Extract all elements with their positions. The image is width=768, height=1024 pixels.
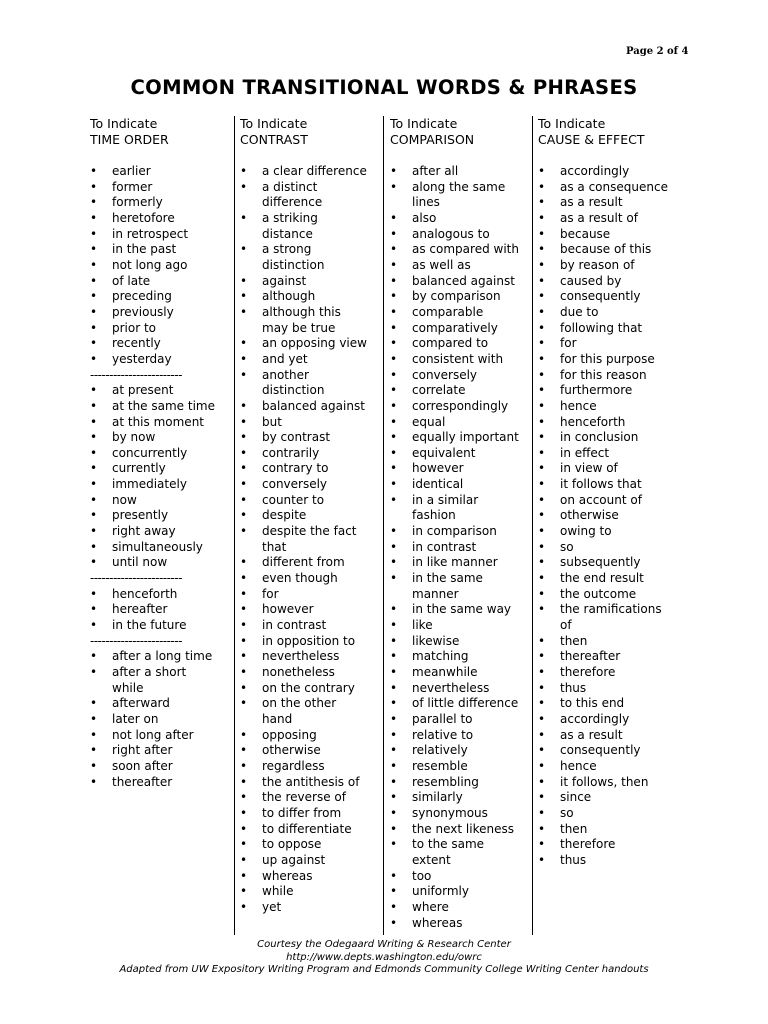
contrast-list — [240, 164, 381, 916]
list-item: • conversely — [240, 477, 381, 493]
list-item: • as well as — [390, 258, 530, 274]
list-item: • of little difference — [390, 696, 530, 712]
list-item: • to this end — [538, 696, 679, 712]
list-item: • resembling — [390, 775, 530, 791]
column-heading-line1: To Indicate — [390, 116, 458, 131]
list-item: • the ramifications of — [538, 602, 679, 633]
list-item: • as a result of — [538, 211, 679, 227]
list-item: • uniformly — [390, 884, 530, 900]
list-item: • presently — [90, 508, 232, 524]
list-item: • since — [538, 790, 679, 806]
list-item: • at present — [90, 383, 232, 399]
list-item: • until now — [90, 555, 232, 571]
list-item: • comparable — [390, 305, 530, 321]
list-item: • the next likeness — [390, 822, 530, 838]
list-item: • because — [538, 227, 679, 243]
list-item: • a clear difference — [240, 164, 381, 180]
list-item: • the outcome — [538, 587, 679, 603]
list-item: • therefore — [538, 665, 679, 681]
list-item: • recently — [90, 336, 232, 352]
list-item: • earlier — [90, 164, 232, 180]
list-item: • nevertheless — [240, 649, 381, 665]
list-item: • thereafter — [90, 775, 232, 791]
footer-credit: Courtesy the Odegaard Writing & Research Center — [257, 939, 511, 950]
list-item: • therefore — [538, 837, 679, 853]
list-item: • as a result — [538, 195, 679, 211]
list-item: • for — [240, 587, 381, 603]
column-heading — [390, 116, 530, 164]
column-heading-line2: TIME ORDER — [90, 132, 169, 147]
list-item: • regardless — [240, 759, 381, 775]
list-item: • relative to — [390, 728, 530, 744]
list-item: • as a consequence — [538, 180, 679, 196]
word-group — [90, 383, 232, 571]
list-item: • to the same extent — [390, 837, 530, 868]
list-item: • in comparison — [390, 524, 530, 540]
list-item: • preceding — [90, 289, 232, 305]
list-item: • to differentiate — [240, 822, 381, 838]
list-item: • former — [90, 180, 232, 196]
list-item: • along the same lines — [390, 180, 530, 211]
list-item: • equal — [390, 415, 530, 431]
list-item: • correlate — [390, 383, 530, 399]
comparison-list — [390, 164, 530, 931]
list-item: • even though — [240, 571, 381, 587]
list-item: • the antithesis of — [240, 775, 381, 791]
list-item: • by now — [90, 430, 232, 446]
list-item: • yesterday — [90, 352, 232, 368]
list-item: • currently — [90, 461, 232, 477]
list-item: • accordingly — [538, 164, 679, 180]
list-item: • in effect — [538, 446, 679, 462]
list-item: • right after — [90, 743, 232, 759]
list-item: • contrary to — [240, 461, 381, 477]
list-item: • to differ from — [240, 806, 381, 822]
list-item: • caused by — [538, 274, 679, 290]
list-item: • the end result — [538, 571, 679, 587]
list-item: • otherwise — [538, 508, 679, 524]
list-item: • parallel to — [390, 712, 530, 728]
list-item: • subsequently — [538, 555, 679, 571]
list-item: • thus — [538, 681, 679, 697]
list-item: • the reverse of — [240, 790, 381, 806]
page-title: COMMON TRANSITIONAL WORDS & PHRASES — [130, 76, 638, 99]
list-item: • in contrast — [390, 540, 530, 556]
columns-container — [85, 116, 681, 935]
list-item: • thereafter — [538, 649, 679, 665]
list-item: • in a similar fashion — [390, 493, 530, 524]
footer-adapted-note: Adapted from UW Expository Writing Program and Edmonds Community College Writing Center handouts — [119, 964, 649, 975]
list-item: • it follows that — [538, 477, 679, 493]
list-item: • in the past — [90, 242, 232, 258]
list-item: • after all — [390, 164, 530, 180]
list-item: • so — [538, 540, 679, 556]
list-item: • a strong distinction — [240, 242, 381, 273]
column-heading-line2: COMPARISON — [390, 132, 475, 147]
list-item: • so — [538, 806, 679, 822]
list-item: • now — [90, 493, 232, 509]
list-item: • to oppose — [240, 837, 381, 853]
list-item: • synonymous — [390, 806, 530, 822]
column-heading-line2: CAUSE & EFFECT — [538, 132, 645, 147]
list-item: • whereas — [240, 869, 381, 885]
footer — [0, 939, 768, 977]
list-item: • hereafter — [90, 602, 232, 618]
word-group — [90, 587, 232, 634]
list-item: • formerly — [90, 195, 232, 211]
list-item: • as compared with — [390, 242, 530, 258]
list-item: • not long ago — [90, 258, 232, 274]
list-item: • henceforth — [538, 415, 679, 431]
word-group — [90, 164, 232, 368]
column-cause-effect — [532, 116, 681, 935]
list-item: • later on — [90, 712, 232, 728]
list-item: • meanwhile — [390, 665, 530, 681]
list-item: • where — [390, 900, 530, 916]
list-item: • despite the fact that — [240, 524, 381, 555]
column-heading-line1: To Indicate — [538, 116, 606, 131]
list-item: • resemble — [390, 759, 530, 775]
list-item: • equally important — [390, 430, 530, 446]
list-item: • by contrast — [240, 430, 381, 446]
list-item: • furthermore — [538, 383, 679, 399]
column-contrast — [234, 116, 383, 935]
list-item: • counter to — [240, 493, 381, 509]
list-item: • at the same time — [90, 399, 232, 415]
list-item: • hence — [538, 399, 679, 415]
list-item: • although — [240, 289, 381, 305]
list-item: • due to — [538, 305, 679, 321]
list-item: • but — [240, 415, 381, 431]
list-item: • in the same manner — [390, 571, 530, 602]
list-item: • in conclusion — [538, 430, 679, 446]
page-number: Page 2 of 4 — [626, 46, 689, 57]
list-item: • like — [390, 618, 530, 634]
list-item: • analogous to — [390, 227, 530, 243]
list-item: • contrarily — [240, 446, 381, 462]
list-item: • against — [240, 274, 381, 290]
list-item: • a striking distance — [240, 211, 381, 242]
list-item: • equivalent — [390, 446, 530, 462]
list-item: • compared to — [390, 336, 530, 352]
list-item: • and yet — [240, 352, 381, 368]
list-item: • relatively — [390, 743, 530, 759]
word-group — [90, 649, 232, 790]
list-item: • however — [240, 602, 381, 618]
column-time-order — [85, 116, 234, 935]
list-item: • by comparison — [390, 289, 530, 305]
list-item: • by reason of — [538, 258, 679, 274]
group-separator: ------------------------ — [90, 633, 182, 648]
list-item: • consequently — [538, 743, 679, 759]
list-item: • opposing — [240, 728, 381, 744]
list-item: • on the contrary — [240, 681, 381, 697]
list-item: • yet — [240, 900, 381, 916]
list-item: • in retrospect — [90, 227, 232, 243]
list-item: • consequently — [538, 289, 679, 305]
list-item: • too — [390, 869, 530, 885]
list-item: • balanced against — [390, 274, 530, 290]
list-item: • correspondingly — [390, 399, 530, 415]
list-item: • nevertheless — [390, 681, 530, 697]
footer-url: http://www.depts.washington.edu/owrc — [286, 951, 482, 963]
list-item: • right away — [90, 524, 232, 540]
list-item: • similarly — [390, 790, 530, 806]
column-heading-line1: To Indicate — [90, 116, 158, 131]
list-item: • then — [538, 822, 679, 838]
column-heading — [538, 116, 679, 164]
list-item: • matching — [390, 649, 530, 665]
list-item: • although this may be true — [240, 305, 381, 336]
list-item: • not long after — [90, 728, 232, 744]
list-item: • simultaneously — [90, 540, 232, 556]
column-heading — [240, 116, 381, 164]
column-heading-line1: To Indicate — [240, 116, 308, 131]
list-item: • henceforth — [90, 587, 232, 603]
list-item: • thus — [538, 853, 679, 869]
list-item: • immediately — [90, 477, 232, 493]
list-item: • following that — [538, 321, 679, 337]
list-item: • in the same way — [390, 602, 530, 618]
list-item: • concurrently — [90, 446, 232, 462]
list-item: • as a result — [538, 728, 679, 744]
list-item: • hence — [538, 759, 679, 775]
list-item: • after a short while — [90, 665, 232, 696]
list-item: • accordingly — [538, 712, 679, 728]
list-item: • an opposing view — [240, 336, 381, 352]
list-item: • at this moment — [90, 415, 232, 431]
list-item: • because of this — [538, 242, 679, 258]
list-item: • comparatively — [390, 321, 530, 337]
list-item: • for this purpose — [538, 352, 679, 368]
list-item: • of late — [90, 274, 232, 290]
column-comparison — [383, 116, 532, 935]
list-item: • however — [390, 461, 530, 477]
list-item: • consistent with — [390, 352, 530, 368]
list-item: • nonetheless — [240, 665, 381, 681]
list-item: • on the other hand — [240, 696, 381, 727]
time-order-groups — [90, 164, 232, 790]
group-separator: ------------------------ — [90, 367, 182, 382]
list-item: • identical — [390, 477, 530, 493]
list-item: • up against — [240, 853, 381, 869]
list-item: • whereas — [390, 916, 530, 932]
list-item: • it follows, then — [538, 775, 679, 791]
list-item: • in contrast — [240, 618, 381, 634]
list-item: • in like manner — [390, 555, 530, 571]
column-heading-line2: CONTRAST — [240, 132, 308, 147]
list-item: • then — [538, 634, 679, 650]
list-item: • different from — [240, 555, 381, 571]
cause-effect-list — [538, 164, 679, 869]
list-item: • after a long time — [90, 649, 232, 665]
list-item: • in view of — [538, 461, 679, 477]
list-item: • prior to — [90, 321, 232, 337]
list-item: • in opposition to — [240, 634, 381, 650]
list-item: • soon after — [90, 759, 232, 775]
list-item: • for this reason — [538, 368, 679, 384]
list-item: • while — [240, 884, 381, 900]
list-item: • otherwise — [240, 743, 381, 759]
list-item: • despite — [240, 508, 381, 524]
list-item: • for — [538, 336, 679, 352]
list-item: • likewise — [390, 634, 530, 650]
list-item: • another distinction — [240, 368, 381, 399]
list-item: • in the future — [90, 618, 232, 634]
list-item: • a distinct difference — [240, 180, 381, 211]
list-item: • heretofore — [90, 211, 232, 227]
column-heading — [90, 116, 232, 164]
list-item: • balanced against — [240, 399, 381, 415]
list-item: • conversely — [390, 368, 530, 384]
list-item: • previously — [90, 305, 232, 321]
list-item: • on account of — [538, 493, 679, 509]
group-separator: ------------------------ — [90, 571, 182, 586]
list-item: • also — [390, 211, 530, 227]
list-item: • afterward — [90, 696, 232, 712]
list-item: • owing to — [538, 524, 679, 540]
